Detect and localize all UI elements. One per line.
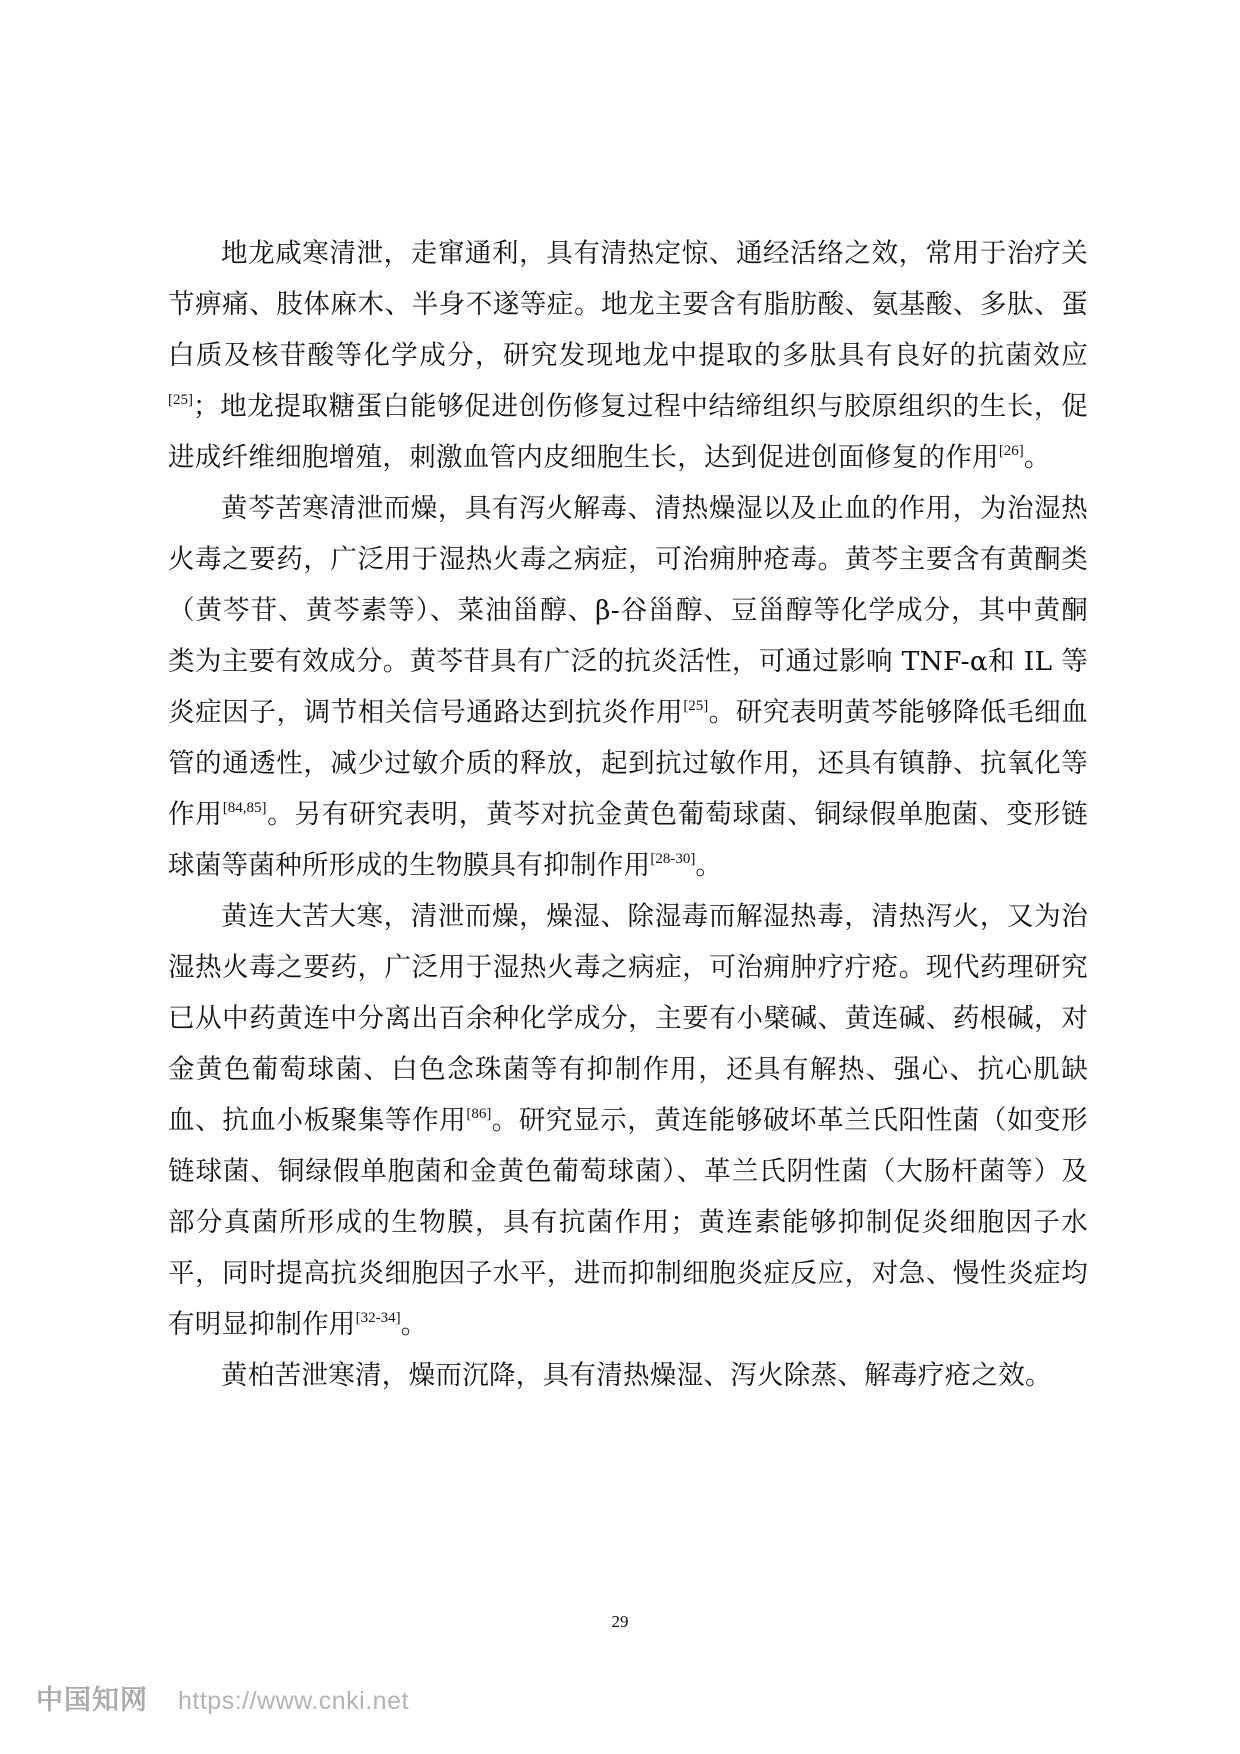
text-segment: 黄柏苦泄寒清，燥而沉降，具有清热燥湿、泻火除蒸、解毒疗疮之效。 [221,1360,1052,1391]
citation[interactable]: [28-30] [650,851,696,867]
citation[interactable]: [86] [466,1106,492,1122]
citation[interactable]: [26] [998,443,1024,459]
text-segment: 。 [400,1309,428,1340]
body-text [168,228,1088,1401]
paragraph-huanglian [168,891,1088,1350]
text-segment: 。 [1023,442,1051,473]
text-segment: 。研究显示，黄连能够破坏革兰氏阳性菌（如变形链球菌、铜绿假单胞菌和金黄色葡萄球菌）、革兰氏阴性菌（大肠杆菌等）及部分真菌所形成的生物膜，具有抗菌作用；黄连素能够抑制促炎细胞因子水平，同时提高抗炎细胞因子水平，进而抑制细胞炎症反应，对急、慢性炎症均有明显抑制作用 [168,1105,1088,1340]
citation[interactable]: [25] [168,392,193,408]
paragraph-huangbai [168,1350,1088,1401]
cnki-logo: 中国知网 [36,1685,148,1715]
text-segment: 黄连大苦大寒，清泄而燥，燥湿、除湿毒而解湿热毒，清热泻火，又为治湿热火毒之要药，广泛用于湿热火毒之病症，可治痈肿疗疔疮。现代药理研究已从中药黄连中分离出百余种化学成分，主要有小檗碱、黄连碱、药根碱，对金黄色葡萄球菌、白色念珠菌等有抑制作用，还具有解热、强心、抗心肌缺血、抗血小板聚集等作用 [168,901,1088,1136]
paragraph-dilong [168,228,1088,483]
text-segment: 黄芩苦寒清泄而燥，具有泻火解毒、清热燥湿以及止血的作用，为治湿热火毒之要药，广泛用于湿热火毒之病症，可治痈肿疮毒。黄芩主要含有黄酮类（黄芩苷、黄芩素等）、菜油甾醇、β-谷甾醇、豆甾醇等化学成分，其中黄酮类为主要有效成分。黄芩苷具有广泛的抗炎活性，可通过影响 TNF-α和 IL 等炎症因子，调节相关信号通路达到抗炎作用 [168,493,1088,728]
paragraph-huangqin [168,483,1088,891]
cnki-watermark [36,1678,409,1717]
text-segment: 地龙咸寒清泄，走窜通利，具有清热定惊、通经活络之效，常用于治疗关节痹痛、肢体麻木、半身不遂等症。地龙主要含有脂肪酸、氨基酸、多肽、蛋白质及核苷酸等化学成分，研究发现地龙中提取的多肽具有良好的抗菌效应 [168,238,1088,371]
text-segment: ；地龙提取糖蛋白能够促进创伤修复过程中结缔组织与胶原组织的生长，促进成纤维细胞增殖，刺激血管内皮细胞生长，达到促进创面修复的作用 [168,391,1088,473]
text-segment: 。另有研究表明，黄芩对抗金黄色葡萄球菌、铜绿假单胞菌、变形链球菌等菌种所形成的生物膜具有抑制作用 [168,799,1088,881]
cnki-url-link[interactable]: https://www.cnki.net [178,1687,409,1715]
text-segment: 。 [695,850,723,881]
page-number: 29 [611,1612,629,1631]
citation[interactable]: [32-34] [355,1310,401,1326]
citation[interactable]: [25] [683,698,709,714]
citation[interactable]: [84,85] [222,800,267,816]
text-segment: 。研究表明黄芩能够降低毛细血管的通透性，减少过敏介质的释放，起到抗过敏作用，还具有镇静、抗氧化等作用 [168,697,1089,830]
